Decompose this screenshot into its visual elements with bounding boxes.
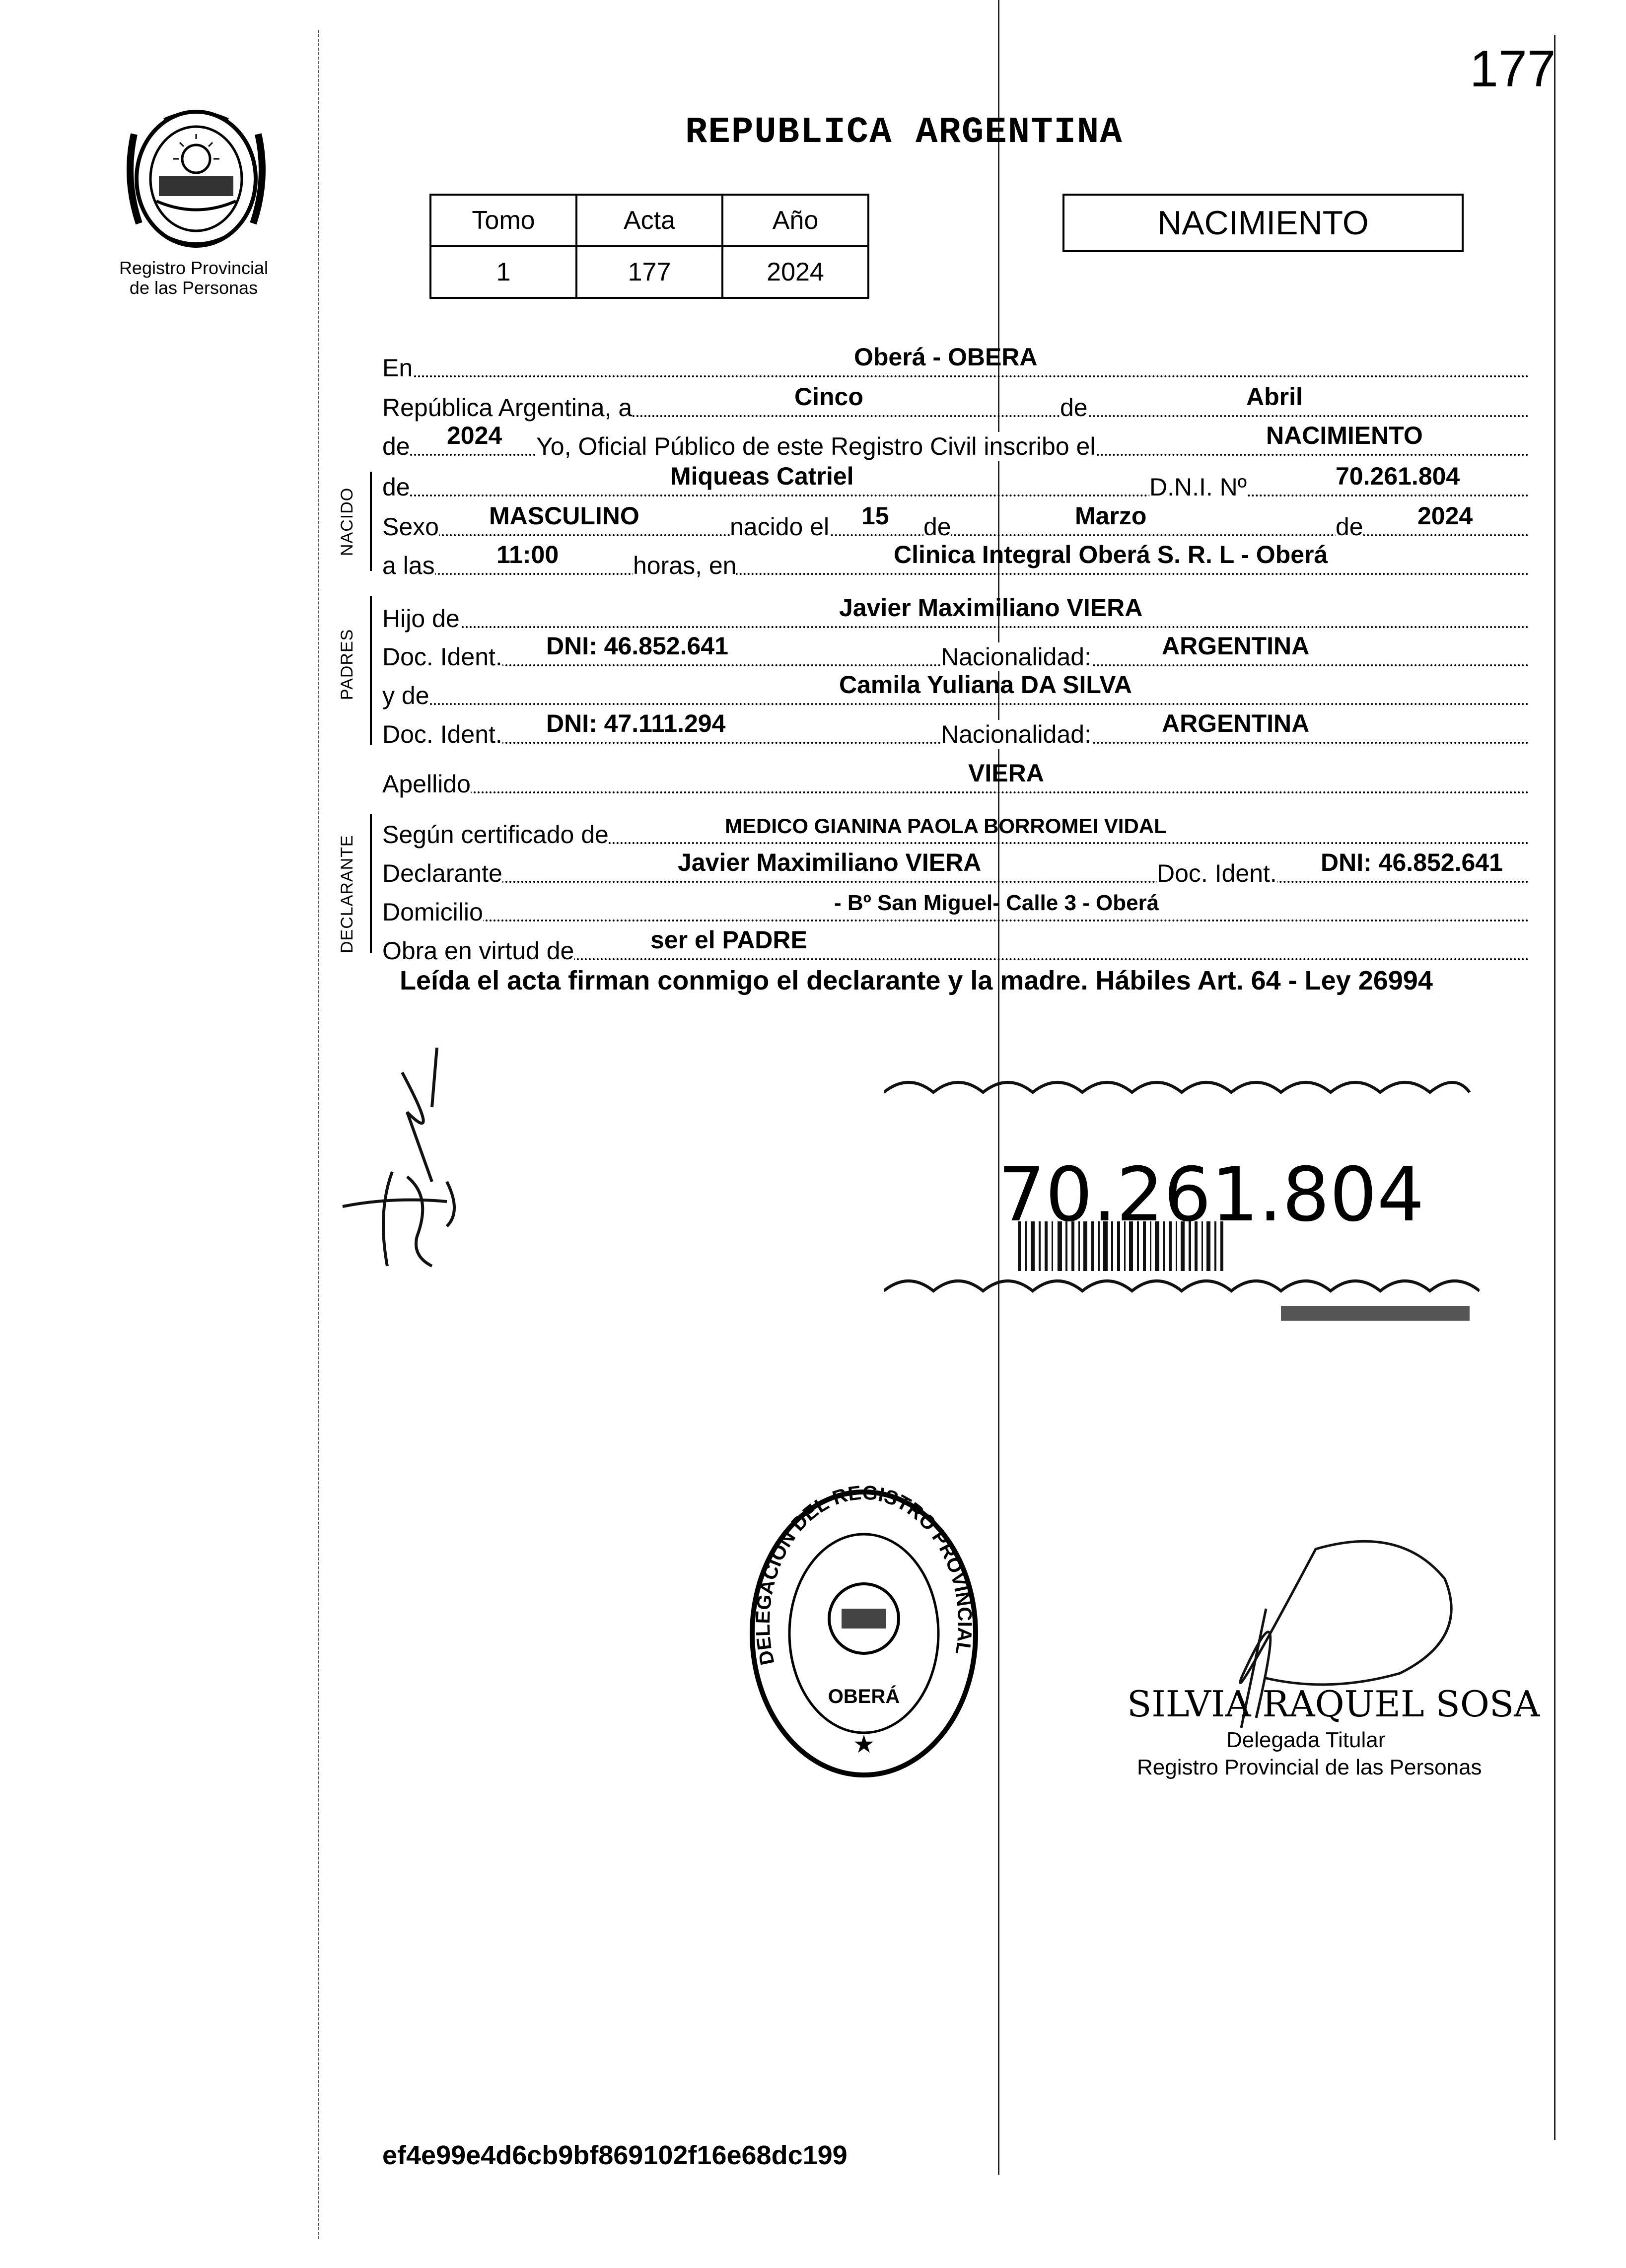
label-dni: D.N.I. Nº bbox=[1149, 473, 1247, 501]
registry-header-tomo: Tomo bbox=[430, 195, 576, 246]
reading-statement: Leída el acta firman conmigo el declarante y la madre. Hábiles Art. 64 - Ley 26994 bbox=[400, 966, 1433, 995]
label-nationality-mother: Nacionalidad: bbox=[941, 720, 1091, 748]
declarant-signature bbox=[333, 1048, 492, 1271]
section-bracket-declarante bbox=[370, 814, 377, 953]
page-number: 177 bbox=[1470, 40, 1556, 98]
registry-header-acta: Acta bbox=[576, 195, 722, 246]
label-horas: horas, en bbox=[633, 552, 737, 579]
registry-value-anio: 2024 bbox=[722, 246, 868, 298]
row-mother-doc bbox=[382, 704, 1529, 748]
label-apellido: Apellido bbox=[382, 770, 471, 798]
registry-value-tomo: 1 bbox=[430, 246, 576, 298]
value-father-nationality: ARGENTINA bbox=[1162, 632, 1310, 660]
value-child-dni: 70.261.804 bbox=[1336, 462, 1460, 490]
label-doc-mother: Doc. Ident. bbox=[382, 720, 502, 748]
logo-caption bbox=[99, 258, 288, 298]
registry-value-acta: 177 bbox=[576, 246, 722, 298]
value-sexo: MASCULINO bbox=[489, 502, 639, 530]
row-father bbox=[382, 588, 1529, 633]
label-declarante: Declarante bbox=[382, 859, 502, 887]
label-en: En bbox=[382, 354, 413, 382]
record-type-box: NACIMIENTO bbox=[1062, 194, 1464, 252]
label-nationality-father: Nacionalidad: bbox=[941, 643, 1091, 671]
value-mother-nationality: ARGENTINA bbox=[1162, 709, 1310, 737]
value-declarant-doc: DNI: 46.852.641 bbox=[1321, 849, 1503, 876]
label-doc-father: Doc. Ident. bbox=[382, 643, 502, 671]
value-father-doc: DNI: 46.852.641 bbox=[546, 632, 728, 660]
section-bracket-padres bbox=[370, 596, 377, 745]
official-seal bbox=[745, 1485, 983, 1782]
label-republica: República Argentina, a bbox=[382, 394, 633, 422]
value-birth-day: 15 bbox=[861, 502, 889, 530]
signatory-organization: Registro Provincial de las Personas bbox=[1137, 1755, 1482, 1779]
value-mother-name: Camila Yuliana DA SILVA bbox=[839, 671, 1132, 699]
logo-caption-line2: de las Personas bbox=[129, 278, 258, 298]
value-year: 2024 bbox=[447, 422, 502, 449]
row-child-name bbox=[382, 457, 1529, 501]
row-capacity bbox=[382, 921, 1529, 965]
value-birth-time: 11:00 bbox=[496, 541, 559, 568]
svg-text:DELEGACION DEL REGISTRO PROVIN bbox=[745, 1485, 976, 1667]
label-nacido-el: nacido el bbox=[730, 513, 830, 541]
value-capacity: ser el PADRE bbox=[650, 926, 807, 954]
value-month: Abril bbox=[1246, 383, 1303, 411]
section-label-nacido: NACIDO bbox=[338, 487, 356, 556]
registry-table bbox=[429, 194, 869, 299]
label-de-child: de bbox=[382, 473, 410, 501]
signatory-name: SILVIA RAQUEL SOSA bbox=[1127, 1683, 1540, 1725]
label-a-las: a las bbox=[382, 552, 435, 579]
value-birth-year: 2024 bbox=[1417, 502, 1473, 530]
label-de-month: de bbox=[923, 513, 951, 541]
right-border-line bbox=[1554, 35, 1555, 2140]
section-label-padres: PADRES bbox=[338, 629, 356, 700]
logo-caption-line1: Registro Provincial bbox=[119, 258, 269, 278]
row-declarant bbox=[382, 843, 1529, 887]
row-address bbox=[382, 882, 1529, 926]
label-y-de: y de bbox=[382, 682, 429, 709]
row-sex-birth bbox=[382, 496, 1529, 541]
row-date bbox=[382, 377, 1529, 422]
label-segun-certificado: Según certificado de bbox=[382, 821, 609, 849]
row-year bbox=[382, 416, 1529, 460]
province-coat-of-arms bbox=[119, 104, 273, 253]
document-title: REPUBLICA ARGENTINA bbox=[685, 112, 1123, 153]
value-child-name: Miqueas Catriel bbox=[670, 462, 854, 490]
label-de2: de bbox=[382, 432, 410, 460]
value-city: Oberá - OBERA bbox=[854, 343, 1038, 371]
row-surname bbox=[382, 754, 1529, 798]
row-place bbox=[382, 338, 1529, 382]
value-declarant-name: Javier Maximiliano VIERA bbox=[678, 849, 982, 876]
row-certificate bbox=[382, 804, 1529, 849]
margin-line bbox=[318, 30, 319, 2239]
value-event: NACIMIENTO bbox=[1266, 422, 1423, 449]
dni-stamp-number: 70.261.804 bbox=[998, 1152, 1424, 1238]
seal-city: OBERÁ bbox=[828, 1686, 900, 1707]
value-birth-place: Clinica Integral Oberá S. R. L - Oberá bbox=[894, 541, 1328, 568]
document-hash: ef4e99e4d6cb9bf869102f16e68dc199 bbox=[382, 2140, 848, 2170]
section-label-declarante: DECLARANTE bbox=[338, 835, 356, 953]
label-obra-en-virtud: Obra en virtud de bbox=[382, 937, 574, 965]
label-domicilio: Domicilio bbox=[382, 898, 483, 926]
seal-ring-text: DELEGACION DEL REGISTRO PROVINCIAL bbox=[752, 1485, 976, 1667]
row-time-place bbox=[382, 535, 1529, 579]
row-mother bbox=[382, 665, 1529, 709]
label-doc-declarant: Doc. Ident. bbox=[1157, 859, 1277, 887]
svg-text:★: ★ bbox=[852, 1730, 875, 1759]
value-address: - Bº San Miguel- Calle 3 - Oberá bbox=[834, 891, 1159, 915]
label-de-year: de bbox=[1336, 513, 1363, 541]
registry-header-anio: Año bbox=[722, 195, 868, 246]
value-father-name: Javier Maximiliano VIERA bbox=[839, 594, 1143, 622]
value-day: Cinco bbox=[794, 383, 863, 411]
value-mother-doc: DNI: 47.111.294 bbox=[546, 709, 726, 737]
value-birth-month: Marzo bbox=[1075, 502, 1147, 530]
section-bracket-nacido bbox=[370, 472, 377, 571]
row-father-doc bbox=[382, 627, 1529, 671]
label-inscribo: Yo, Oficial Público de este Registro Civil inscribo el bbox=[536, 432, 1096, 460]
label-hijo-de: Hijo de bbox=[382, 605, 460, 633]
label-de: de bbox=[1060, 394, 1088, 422]
signatory-role: Delegada Titular bbox=[1226, 1728, 1386, 1752]
value-surname: VIERA bbox=[968, 759, 1044, 787]
value-certificate: MEDICO GIANINA PAOLA BORROMEI VIDAL bbox=[725, 814, 1167, 838]
label-sexo: Sexo bbox=[382, 513, 439, 541]
